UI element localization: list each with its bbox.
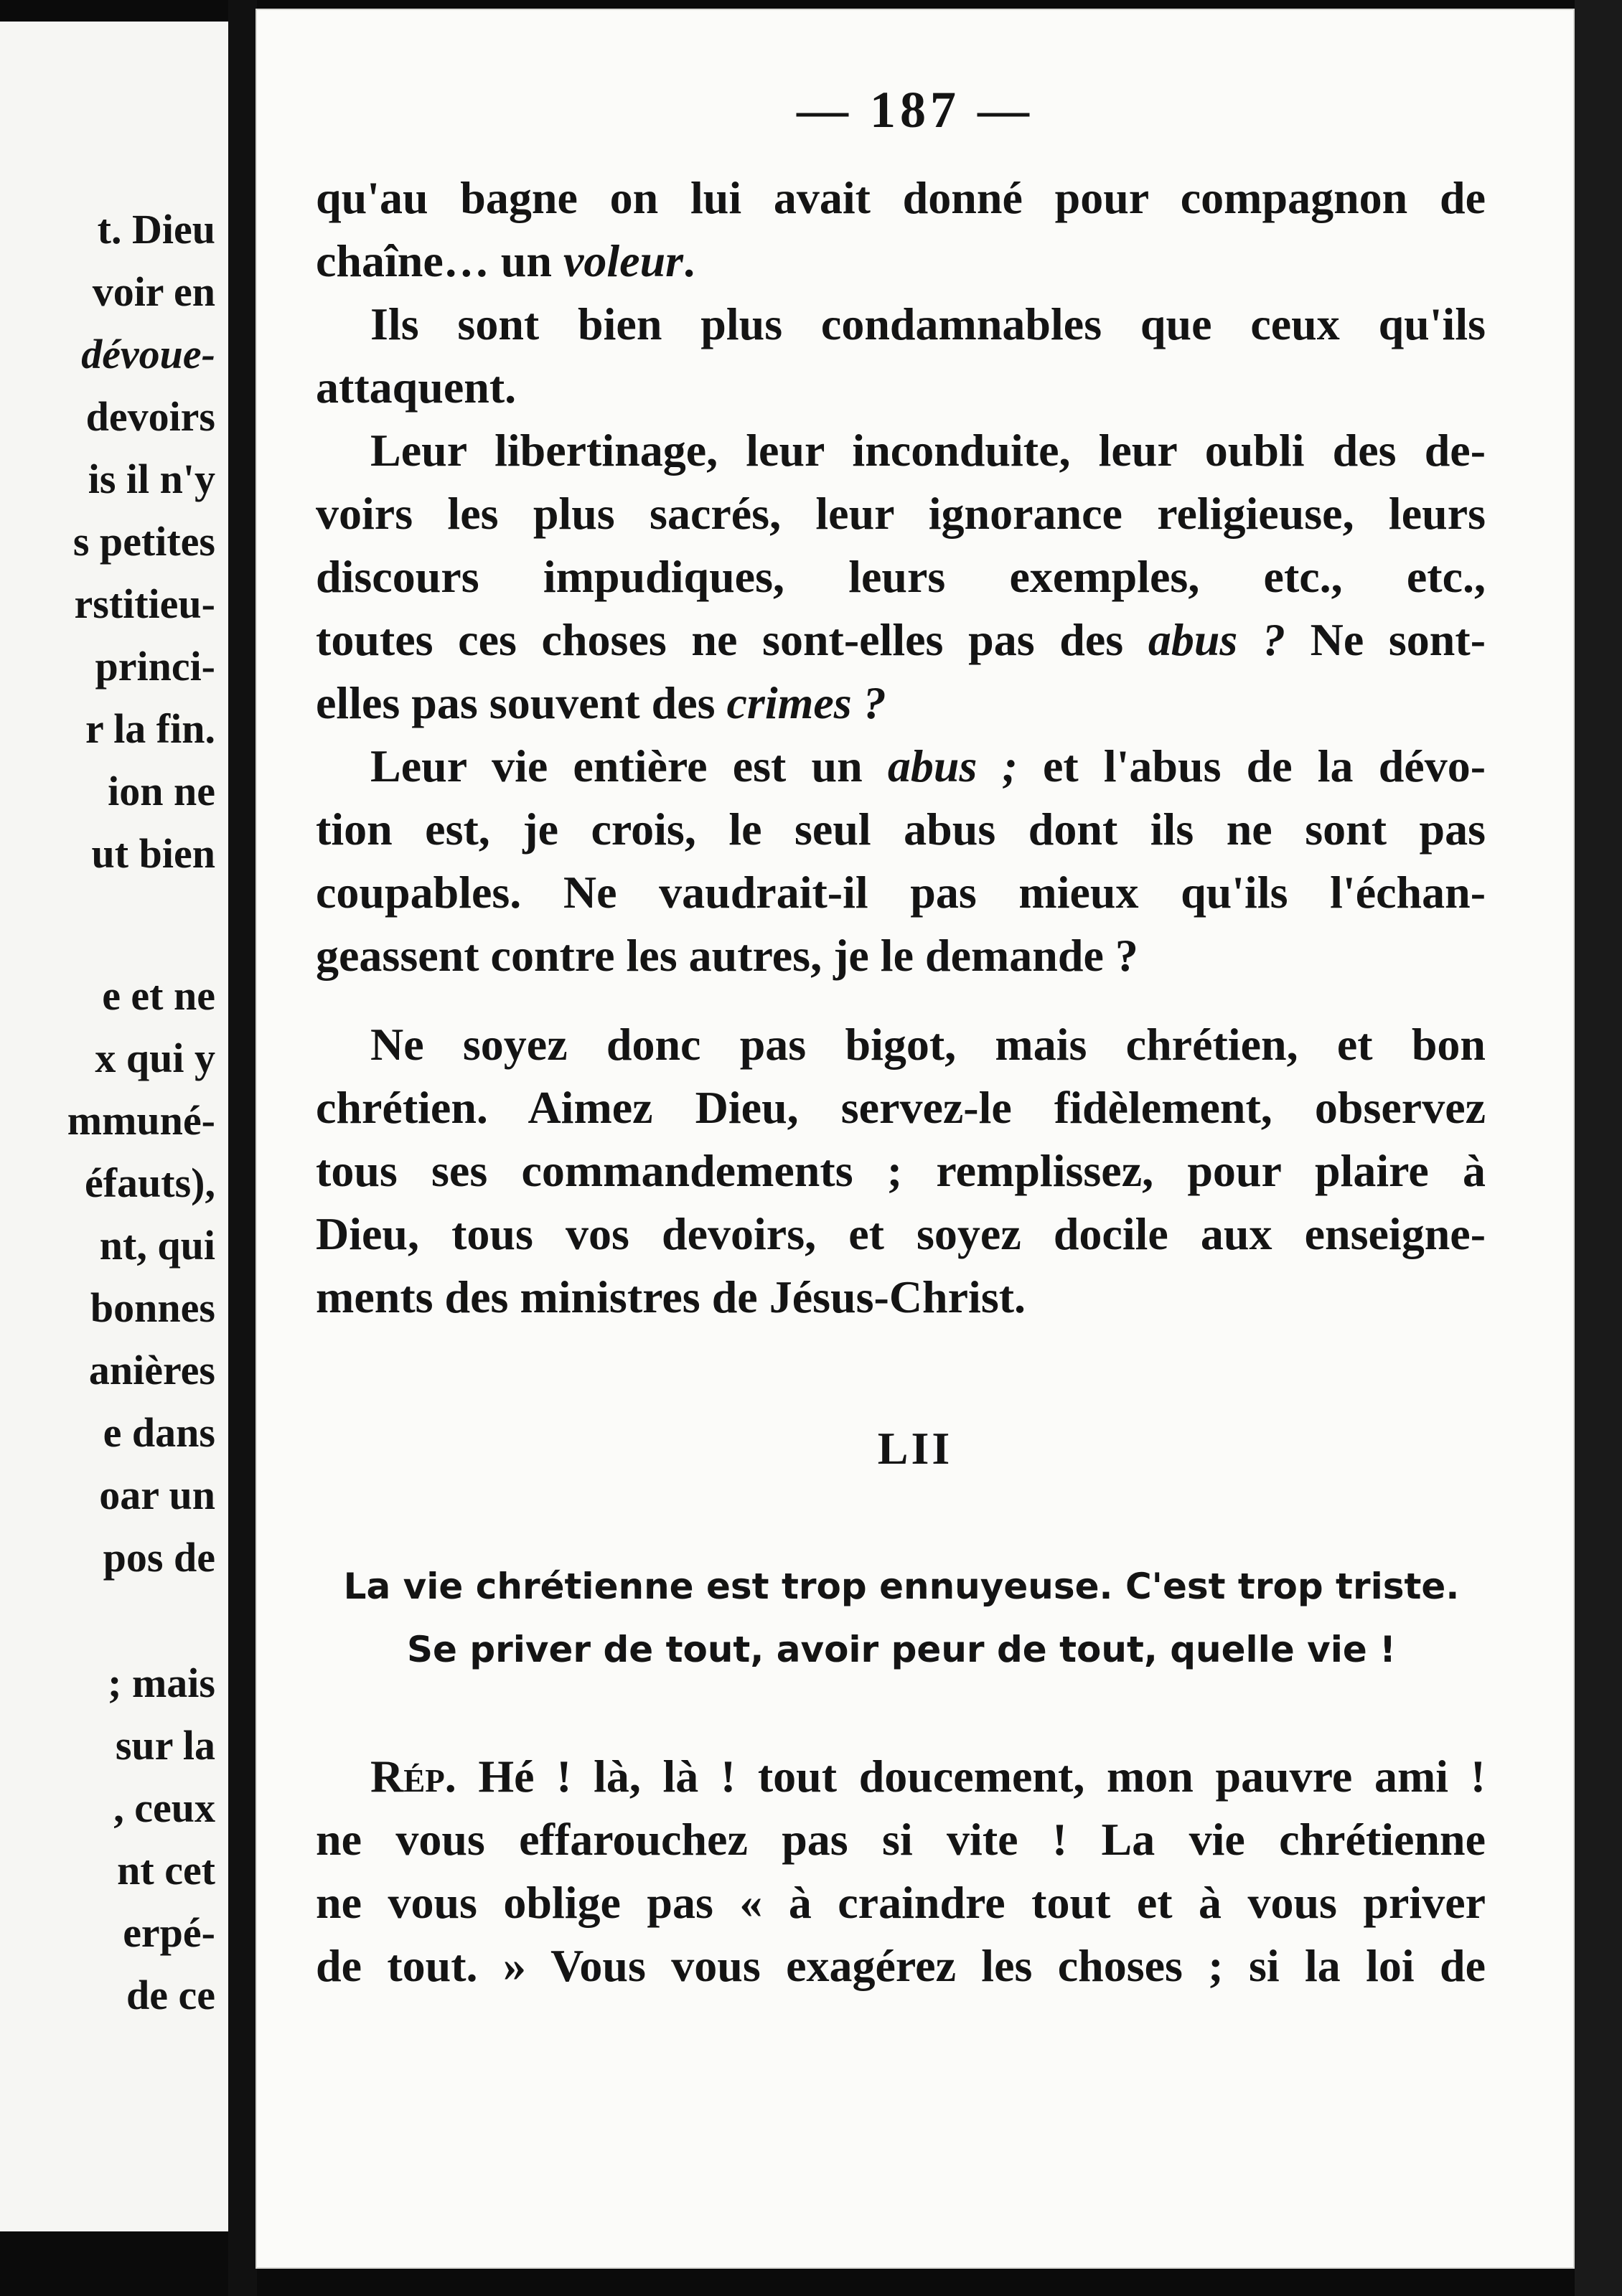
left-page-line: nt cet bbox=[117, 1847, 215, 1893]
text-line: chrétien. Aimez Dieu, servez-le fidèlement, observez bbox=[316, 1082, 1486, 1133]
left-page-line: dévoue- bbox=[81, 331, 215, 377]
text-line: Rép. Hé ! là, là ! tout doucement, mon pauvre ami ! bbox=[370, 1751, 1486, 1802]
left-page-line: sur la bbox=[115, 1722, 215, 1769]
text-line: discours impudiques, leurs exemples, etc., etc., bbox=[316, 551, 1486, 602]
text-line: tion est, je crois, le seul abus dont ils ne sont pas bbox=[316, 804, 1486, 855]
paragraph bbox=[316, 735, 1486, 987]
scan-border bbox=[1575, 0, 1622, 2296]
text-line: toutes ces choses ne sont-elles pas des abus ? Ne sont- bbox=[316, 614, 1486, 665]
left-page-line: bonnes bbox=[90, 1284, 215, 1331]
paragraph bbox=[316, 419, 1486, 735]
left-page-line: erpé- bbox=[123, 1909, 215, 1956]
text-line: ne vous oblige pas « à craindre tout et à vous priver bbox=[316, 1877, 1486, 1928]
left-page-line: oar un bbox=[99, 1472, 215, 1518]
left-page-line: s petites bbox=[72, 518, 215, 565]
text-line: ments des ministres de Jésus-Christ. bbox=[316, 1271, 1026, 1322]
left-page-line: r la fin. bbox=[85, 705, 215, 752]
text-line: Leur vie entière est un abus ; et l'abus de la dévo- bbox=[370, 740, 1486, 791]
paragraph bbox=[316, 1745, 1486, 1998]
text-line: Dieu, tous vos devoirs, et soyez docile aux enseigne- bbox=[316, 1208, 1486, 1259]
page-number: — 187 — bbox=[797, 81, 1033, 138]
text-line: voirs les plus sacrés, leur ignorance religieuse, leurs bbox=[316, 488, 1486, 539]
left-page-line: nt, qui bbox=[99, 1222, 215, 1269]
section-title-line: Se priver de tout, avoir peur de tout, quelle vie ! bbox=[406, 1629, 1396, 1670]
section-title-line: La vie chrétienne est trop ennuyeuse. C'est trop triste. bbox=[343, 1566, 1460, 1607]
text-line: geassent contre les autres, je le demande ? bbox=[316, 930, 1138, 981]
left-page-line: x qui y bbox=[95, 1035, 215, 1081]
section-number: LII bbox=[877, 1423, 953, 1474]
left-page-line: voir en bbox=[92, 268, 215, 315]
reply-label: Rép. bbox=[370, 1751, 456, 1802]
left-page-line: de ce bbox=[126, 1972, 215, 2018]
left-page-line: ion ne bbox=[108, 768, 215, 814]
text-line: ne vous effarouchez pas si vite ! La vie chrétienne bbox=[316, 1814, 1486, 1865]
left-page-line: ut bien bbox=[91, 830, 215, 877]
previous-page-edge bbox=[0, 22, 230, 2231]
left-page-line: pos de bbox=[103, 1534, 215, 1581]
text-line: qu'au bagne on lui avait donné pour compagnon de bbox=[316, 172, 1486, 223]
paragraph bbox=[316, 1013, 1486, 1329]
paragraph bbox=[316, 166, 1486, 293]
text-line: de tout. » Vous vous exagérez les choses ; si la loi de bbox=[316, 1940, 1486, 1991]
left-page-line: , ceux bbox=[113, 1784, 215, 1831]
left-page-line: éfauts), bbox=[84, 1159, 215, 1206]
paragraph bbox=[316, 293, 1486, 419]
left-page-line: is il n'y bbox=[88, 456, 215, 502]
left-page-line: rstitieu- bbox=[74, 580, 215, 627]
book-page bbox=[256, 9, 1575, 2269]
text-line: Leur libertinage, leur inconduite, leur oubli des de- bbox=[370, 425, 1486, 476]
left-page-line: anières bbox=[88, 1347, 215, 1393]
left-page-line: princi- bbox=[95, 643, 215, 690]
left-page-line: devoirs bbox=[85, 393, 215, 440]
left-page-line: ; mais bbox=[108, 1660, 215, 1706]
text-line: tous ses commandements ; remplissez, pour plaire à bbox=[316, 1145, 1486, 1196]
text-line: coupables. Ne vaudrait-il pas mieux qu'ils l'échan- bbox=[316, 867, 1486, 918]
text-line: Ils sont bien plus condamnables que ceux qu'ils bbox=[370, 298, 1486, 349]
book-gutter bbox=[228, 0, 257, 2296]
text-line: Ne soyez donc pas bigot, mais chrétien, et bon bbox=[370, 1019, 1486, 1070]
left-page-line: e et ne bbox=[102, 972, 215, 1019]
left-page-line: e dans bbox=[103, 1409, 215, 1456]
text-line: chaîne… un voleur. bbox=[316, 235, 695, 286]
text-line: elles pas souvent des crimes ? bbox=[316, 677, 886, 728]
text-line: attaquent. bbox=[316, 362, 517, 413]
left-page-line: mmuné- bbox=[67, 1097, 215, 1144]
left-page-line: t. Dieu bbox=[97, 206, 215, 253]
